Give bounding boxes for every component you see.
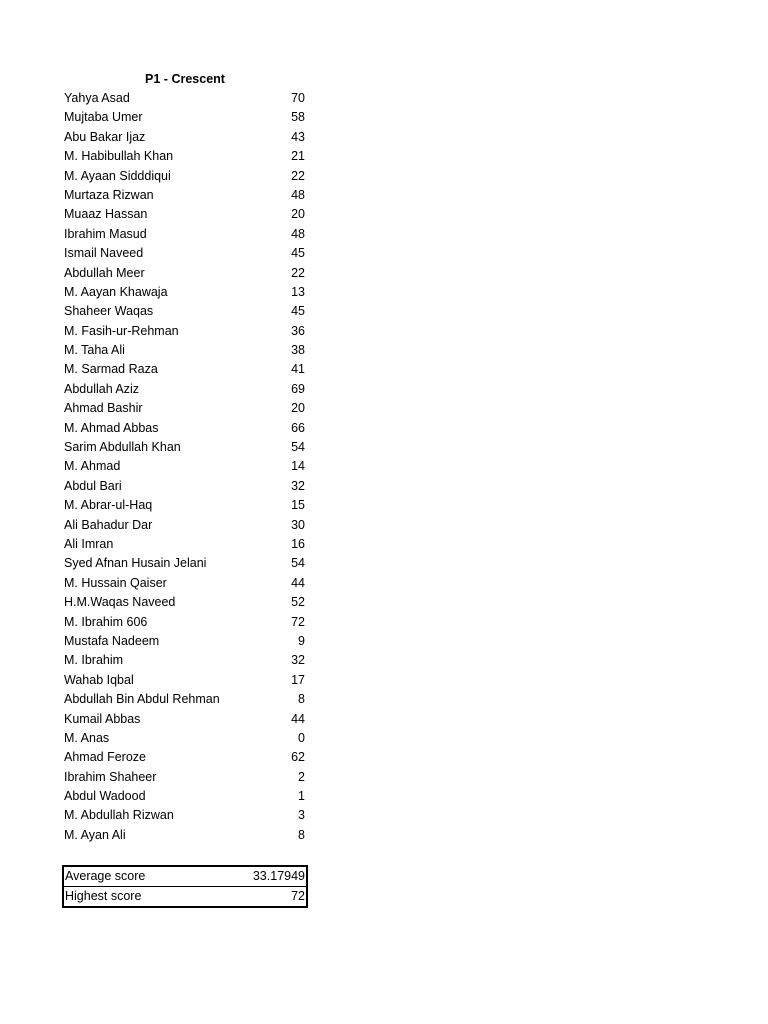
student-name: M. Ayan Ali xyxy=(64,827,126,842)
student-row xyxy=(62,496,308,515)
student-name: M. Taha Ali xyxy=(64,343,125,358)
student-row xyxy=(62,671,308,690)
student-name: Ali Imran xyxy=(64,536,114,551)
student-name: Syed Afnan Husain Jelani xyxy=(64,556,207,571)
student-score: 1 xyxy=(298,789,305,804)
student-name: M. Ibrahim xyxy=(64,653,124,668)
student-row xyxy=(62,768,308,787)
student-name: Murtaza Rizwan xyxy=(64,187,154,202)
student-name: M. Ibrahim 606 xyxy=(64,614,148,629)
student-row xyxy=(62,186,308,205)
student-row xyxy=(62,826,308,845)
highest-score-row xyxy=(64,886,306,906)
student-row xyxy=(62,419,308,438)
student-row xyxy=(62,787,308,806)
student-name: Muaaz Hassan xyxy=(64,207,148,222)
student-score: 48 xyxy=(291,226,305,241)
student-score: 58 xyxy=(291,110,305,125)
student-row xyxy=(62,205,308,224)
student-name: Abdullah Meer xyxy=(64,265,145,280)
student-score: 69 xyxy=(291,381,305,396)
student-name: M. Ahmad Abbas xyxy=(64,420,159,435)
student-score: 70 xyxy=(291,91,305,105)
student-row xyxy=(62,438,308,457)
student-name: M. Fasih-ur-Rehman xyxy=(64,323,179,338)
student-score: 2 xyxy=(298,769,305,784)
student-row xyxy=(62,574,308,593)
student-name: Ibrahim Shaheer xyxy=(64,769,157,784)
student-score: 16 xyxy=(291,536,305,551)
student-row xyxy=(62,632,308,651)
student-score: 9 xyxy=(298,633,305,648)
student-name: Mustafa Nadeem xyxy=(64,633,160,648)
student-score: 17 xyxy=(291,672,305,687)
student-row xyxy=(62,244,308,263)
student-name: M. Aayan Khawaja xyxy=(64,284,168,299)
student-row xyxy=(62,457,308,476)
student-name: Yahya Asad xyxy=(64,91,130,105)
student-row xyxy=(62,89,308,108)
student-score: 52 xyxy=(291,595,305,610)
student-score: 32 xyxy=(291,478,305,493)
student-score: 45 xyxy=(291,246,305,261)
sheet-title: P1 - Crescent xyxy=(145,72,225,86)
student-score: 43 xyxy=(291,129,305,144)
student-name: Ali Bahadur Dar xyxy=(64,517,153,532)
student-name: Shaheer Waqas xyxy=(64,304,154,319)
student-name: M. Habibullah Khan xyxy=(64,149,174,164)
student-row xyxy=(62,108,308,127)
student-name: M. Ahmad xyxy=(64,459,121,474)
average-score-value: 33.17949 xyxy=(252,869,305,883)
student-row xyxy=(62,128,308,147)
student-row xyxy=(62,516,308,535)
student-row xyxy=(62,748,308,767)
student-score: 54 xyxy=(291,440,305,455)
student-row xyxy=(62,167,308,186)
student-row xyxy=(62,380,308,399)
student-name: Ahmad Bashir xyxy=(64,401,143,416)
student-score: 48 xyxy=(291,187,305,202)
student-row xyxy=(62,360,308,379)
student-row xyxy=(62,806,308,825)
student-row xyxy=(62,147,308,166)
student-name: Kumail Abbas xyxy=(64,711,141,726)
student-score: 0 xyxy=(298,730,305,745)
average-score-row xyxy=(64,867,306,886)
student-name: H.M.Waqas Naveed xyxy=(64,595,176,610)
student-score: 22 xyxy=(291,265,305,280)
student-score-list xyxy=(62,89,308,845)
student-score: 54 xyxy=(291,556,305,571)
student-name: Abdullah Aziz xyxy=(64,381,140,396)
highest-score-value: 72 xyxy=(291,889,305,903)
student-row xyxy=(62,302,308,321)
student-row xyxy=(62,690,308,709)
student-score: 15 xyxy=(291,498,305,513)
student-score: 8 xyxy=(298,692,305,707)
student-score: 45 xyxy=(291,304,305,319)
student-name: Abdul Wadood xyxy=(64,789,146,804)
student-row xyxy=(62,593,308,612)
student-name: Abu Bakar Ijaz xyxy=(64,129,146,144)
student-score: 41 xyxy=(291,362,305,377)
student-row xyxy=(62,283,308,302)
student-row xyxy=(62,225,308,244)
student-row xyxy=(62,399,308,418)
student-score: 20 xyxy=(291,401,305,416)
student-row xyxy=(62,477,308,496)
student-name: Ibrahim Masud xyxy=(64,226,147,241)
student-score: 44 xyxy=(291,711,305,726)
student-name: Abdullah Bin Abdul Rehman xyxy=(64,692,220,707)
student-name: M. Abrar-ul-Haq xyxy=(64,498,153,513)
student-score: 3 xyxy=(298,808,305,823)
student-score: 44 xyxy=(291,575,305,590)
student-score: 32 xyxy=(291,653,305,668)
student-score: 30 xyxy=(291,517,305,532)
student-name: M. Anas xyxy=(64,730,110,745)
average-score-label: Average score xyxy=(65,869,146,883)
student-name: Mujtaba Umer xyxy=(64,110,143,125)
student-name: M. Hussain Qaiser xyxy=(64,575,167,590)
student-score: 8 xyxy=(298,827,305,842)
student-row xyxy=(62,651,308,670)
student-row xyxy=(62,729,308,748)
highest-score-label: Highest score xyxy=(65,889,142,903)
student-name: Abdul Bari xyxy=(64,478,122,493)
student-row xyxy=(62,554,308,573)
student-name: Ahmad Feroze xyxy=(64,750,146,765)
student-name: Wahab Iqbal xyxy=(64,672,134,687)
student-name: Ismail Naveed xyxy=(64,246,144,261)
student-score: 62 xyxy=(291,750,305,765)
student-row xyxy=(62,535,308,554)
student-score: 22 xyxy=(291,168,305,183)
student-name: M. Sarmad Raza xyxy=(64,362,158,377)
student-score: 66 xyxy=(291,420,305,435)
student-score: 38 xyxy=(291,343,305,358)
student-name: M. Abdullah Rizwan xyxy=(64,808,174,823)
student-row xyxy=(62,613,308,632)
student-score: 13 xyxy=(291,284,305,299)
student-row xyxy=(62,322,308,341)
student-name: M. Ayaan Sidddiqui xyxy=(64,168,171,183)
student-name: Sarim Abdullah Khan xyxy=(64,440,181,455)
student-row xyxy=(62,264,308,283)
student-score: 14 xyxy=(291,459,305,474)
student-score: 72 xyxy=(291,614,305,629)
student-row xyxy=(62,710,308,729)
summary-table xyxy=(62,865,308,908)
student-score: 21 xyxy=(291,149,305,164)
student-row xyxy=(62,341,308,360)
student-score: 20 xyxy=(291,207,305,222)
student-score: 36 xyxy=(291,323,305,338)
